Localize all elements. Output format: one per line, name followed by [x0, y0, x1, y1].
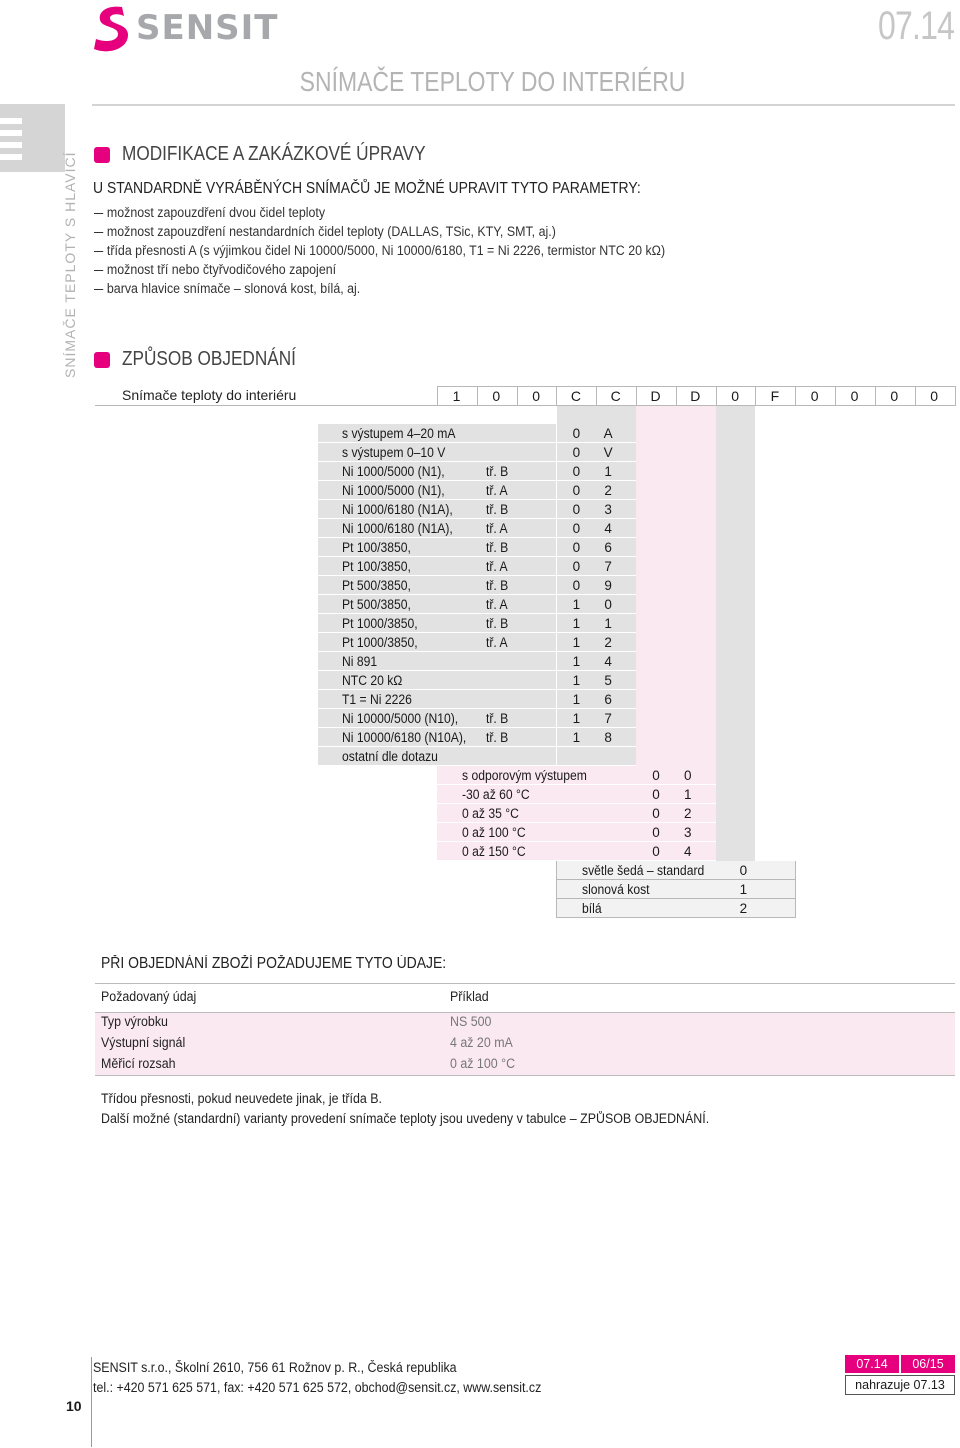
sensor-code-1: 0: [572, 483, 581, 498]
sensor-code-2: 6: [604, 540, 612, 555]
sensor-name: ostatní dle dotazu: [342, 749, 438, 764]
range-code-1: 0: [652, 844, 660, 859]
sensor-code-2: 2: [604, 635, 612, 650]
footer-divider: [91, 1357, 92, 1447]
range-name: -30 až 60 °C: [462, 787, 530, 802]
note-accuracy: Třídou přesnosti, pokud neuvedete jinak, je třída B.: [101, 1091, 383, 1106]
code-divider: [556, 386, 557, 406]
sensor-name: Ni 1000/5000 (N1),: [342, 483, 445, 498]
color-code: 0: [739, 863, 748, 878]
range-name: 0 až 35 °C: [462, 806, 519, 821]
required-example: 4 až 20 mA: [450, 1035, 513, 1050]
product-label: Snímače teploty do interiéru: [122, 387, 297, 403]
code-digit: C: [610, 388, 621, 404]
range-code-2: 1: [684, 787, 692, 802]
range-code-2: 2: [684, 806, 692, 821]
sensor-code-2: 3: [604, 502, 612, 517]
sensor-code-1: 1: [572, 730, 581, 745]
list-item: možnost zapouzdření dvou čidel teploty: [94, 205, 325, 220]
note-variants: Další možné (standardní) varianty provedení snímače teploty jsou uvedeny v tabulce – ZPŮSOB OBJEDNÁNÍ.: [101, 1111, 710, 1126]
row-rule: [556, 917, 795, 918]
code-digit: 0: [930, 388, 938, 404]
code-divider: [875, 386, 876, 406]
code-divider: [755, 386, 756, 406]
sensor-class: tř. B: [486, 540, 509, 555]
sensor-code-1: 1: [572, 654, 581, 669]
sensor-code-1: 1: [572, 673, 581, 688]
modifications-subheading: U STANDARDNĚ VYRÁBĚNÝCH SNÍMAČŮ JE MOŽNÉ UPRAVIT TYTO PARAMETRY:: [93, 180, 641, 197]
code-digit: D: [690, 388, 701, 404]
sensor-name: Ni 891: [342, 654, 378, 669]
sensor-name: Ni 10000/6180 (N10A),: [342, 730, 467, 745]
code-digit: 0: [492, 388, 501, 404]
document-title: SNÍMAČE TEPLOTY DO INTERIÉRU: [299, 66, 685, 97]
color-name: bílá: [582, 901, 602, 916]
sensor-name: Pt 100/3850,: [342, 559, 411, 574]
color-rule: [556, 861, 557, 918]
sensor-code-2: 5: [604, 673, 612, 688]
sensor-code-1: 0: [572, 464, 581, 479]
sensor-code-2: 1: [604, 616, 612, 631]
range-code-1: 0: [652, 787, 660, 802]
code-divider: [716, 386, 717, 406]
revision-replaces: nahrazuje 07.13: [845, 1375, 955, 1395]
sensor-code-1: 1: [572, 635, 581, 650]
sensor-code-1: 1: [572, 616, 581, 631]
sensor-name: Pt 500/3850,: [342, 597, 411, 612]
sensit-logo-icon: [92, 3, 130, 53]
required-field: Měřicí rozsah: [101, 1056, 176, 1071]
required-table-body: [95, 1013, 955, 1076]
required-heading: PŘI OBJEDNÁNÍ ZBOŽÍ POŽADUJEME TYTO ÚDAJE:: [101, 955, 447, 972]
sensor-class: tř. B: [486, 464, 509, 479]
range-code-2: 0: [684, 768, 692, 783]
required-field: Výstupní signál: [101, 1035, 186, 1050]
code-divider: [795, 386, 796, 406]
code-digit: 0: [532, 388, 540, 404]
sensor-code-2: 0: [604, 597, 612, 612]
modifications-heading: MODIFIKACE A ZAKÁZKOVÉ ÚPRAVY: [122, 143, 426, 165]
code-digit: C: [570, 388, 581, 404]
code-divider: [676, 386, 677, 406]
sensor-code-2: 1: [604, 464, 612, 479]
sensor-code-2: 4: [604, 654, 612, 669]
code-digit: F: [770, 388, 780, 404]
range-name: 0 až 150 °C: [462, 844, 526, 859]
sensor-code-2: 8: [604, 730, 612, 745]
sensor-code-1: 1: [572, 597, 581, 612]
code-divider: [636, 386, 637, 406]
footer-contact: tel.: +420 571 625 571, fax: +420 571 625 572, obchod@sensit.cz, www.sensit.cz: [93, 1380, 542, 1395]
code-divider: [477, 386, 478, 406]
sensor-class: tř. A: [486, 635, 508, 650]
sensor-class: tř. A: [486, 597, 508, 612]
required-field: Typ výrobku: [101, 1014, 168, 1029]
code-divider: [915, 386, 916, 406]
sensor-class: tř. A: [486, 483, 508, 498]
sensor-code-1: 1: [572, 692, 581, 707]
range-code-1: 0: [652, 825, 660, 840]
list-item: možnost zapouzdření nestandardních čidel teploty (DALLAS, TSic, KTY, SMT, aj.): [94, 224, 556, 239]
required-col-field: Požadovaný údaj: [101, 989, 197, 1004]
menu-lines-icon: [0, 118, 22, 166]
color-code: 1: [739, 882, 748, 897]
page-number: 10: [66, 1398, 82, 1414]
sensor-class: tř. B: [486, 730, 509, 745]
sensor-code-1: 0: [572, 426, 581, 441]
required-example: NS 500: [450, 1014, 492, 1029]
sensor-code-2: 4: [604, 521, 612, 536]
sensor-class: tř. A: [486, 521, 508, 536]
color-name: slonová kost: [582, 882, 650, 897]
sensor-column-band: [556, 406, 636, 424]
sensor-code-1: 0: [572, 578, 581, 593]
list-item: možnost tří nebo čtyřvodičového zapojení: [94, 262, 336, 277]
code-divider: [955, 386, 956, 406]
brand-name: SENSIT: [136, 8, 279, 48]
sensor-code-1: 0: [572, 445, 581, 460]
sensor-code-2: 9: [604, 578, 612, 593]
code-divider: [517, 386, 518, 406]
sensor-name: Pt 500/3850,: [342, 578, 411, 593]
range-column-band: [636, 406, 716, 766]
color-rule: [795, 861, 796, 918]
sensor-class: tř. B: [486, 502, 509, 517]
color-code: 2: [739, 901, 748, 916]
code-digit: 1: [452, 388, 461, 404]
sensor-code-1: 0: [572, 540, 581, 555]
required-example: 0 až 100 °C: [450, 1056, 516, 1071]
sensor-code-2: 2: [604, 483, 612, 498]
range-code-2: 4: [684, 844, 692, 859]
revision-box: [845, 1355, 955, 1395]
sensor-class: tř. A: [486, 559, 508, 574]
sensor-rule: [317, 424, 318, 766]
sensor-rule: [556, 406, 557, 766]
sensor-code-2: 7: [604, 559, 612, 574]
sensor-name: Ni 10000/5000 (N10),: [342, 711, 459, 726]
code-digit: 0: [890, 388, 899, 404]
sensor-name: Pt 100/3850,: [342, 540, 411, 555]
range-code-1: 0: [652, 806, 660, 821]
code-digit: 0: [731, 388, 739, 404]
sensor-code-2: V: [603, 445, 613, 460]
sensor-name: s výstupem 4–20 mA: [342, 426, 456, 441]
section-bullet-icon: [94, 352, 110, 368]
sensor-code-1: 0: [572, 521, 581, 536]
sensor-class: tř. B: [486, 711, 509, 726]
sensor-name: Pt 1000/3850,: [342, 635, 418, 650]
range-name: s odporovým výstupem: [462, 768, 587, 783]
sensor-name: s výstupem 0–10 V: [342, 445, 446, 460]
sensor-code-1: 0: [572, 559, 581, 574]
spacer: [317, 406, 557, 424]
color-name: světle šedá – standard: [582, 863, 705, 878]
code-digit: 0: [810, 388, 819, 404]
sensor-name: Ni 1000/6180 (N1A),: [342, 521, 453, 536]
sensor-class: tř. B: [486, 616, 509, 631]
sensor-name: Ni 1000/5000 (N1),: [342, 464, 445, 479]
code-divider: [835, 386, 836, 406]
sensor-name: Pt 1000/3850,: [342, 616, 418, 631]
sensor-code-2: A: [603, 426, 613, 441]
list-item: barva hlavice snímače – slonová kost, bílá, aj.: [94, 281, 360, 296]
footer-company: SENSIT s.r.o., Školní 2610, 756 61 Rožnov p. R., Česká republika: [93, 1360, 457, 1375]
list-item: třída přesnosti A (s výjimkou čidel Ni 10000/5000, Ni 10000/6180, T1 = Ni 2226, termistor NTC 20 kΩ): [94, 243, 665, 258]
side-label: SNÍMAČE TEPLOTY S HLAVICÍ: [62, 151, 78, 378]
code-digit: D: [650, 388, 661, 404]
page-code: 07.14: [877, 4, 954, 48]
sensor-code-2: 6: [604, 692, 612, 707]
sensor-name: T1 = Ni 2226: [342, 692, 412, 707]
sensit-logo: [92, 2, 279, 54]
revision-date: 06/15: [901, 1355, 955, 1373]
range-code-1: 0: [652, 768, 660, 783]
required-col-example: Příklad: [450, 989, 489, 1004]
code-divider: [437, 386, 438, 406]
section-bullet-icon: [94, 147, 110, 163]
sensor-code-2: 7: [604, 711, 612, 726]
sensor-code-1: 1: [572, 711, 581, 726]
range-name: 0 až 100 °C: [462, 825, 526, 840]
sensor-class: tř. B: [486, 578, 509, 593]
ordering-heading: ZPŮSOB OBJEDNÁNÍ: [122, 348, 296, 370]
color-column-band: [716, 406, 756, 861]
sensor-code-1: 0: [572, 502, 581, 517]
header-rule: [92, 104, 955, 106]
code-digit: 0: [850, 388, 859, 404]
revision-code: 07.14: [845, 1355, 899, 1373]
sensor-name: NTC 20 kΩ: [342, 673, 403, 688]
sensor-name: Ni 1000/6180 (N1A),: [342, 502, 453, 517]
range-code-2: 3: [684, 825, 692, 840]
required-table-header: [95, 983, 955, 1013]
code-divider: [596, 386, 597, 406]
